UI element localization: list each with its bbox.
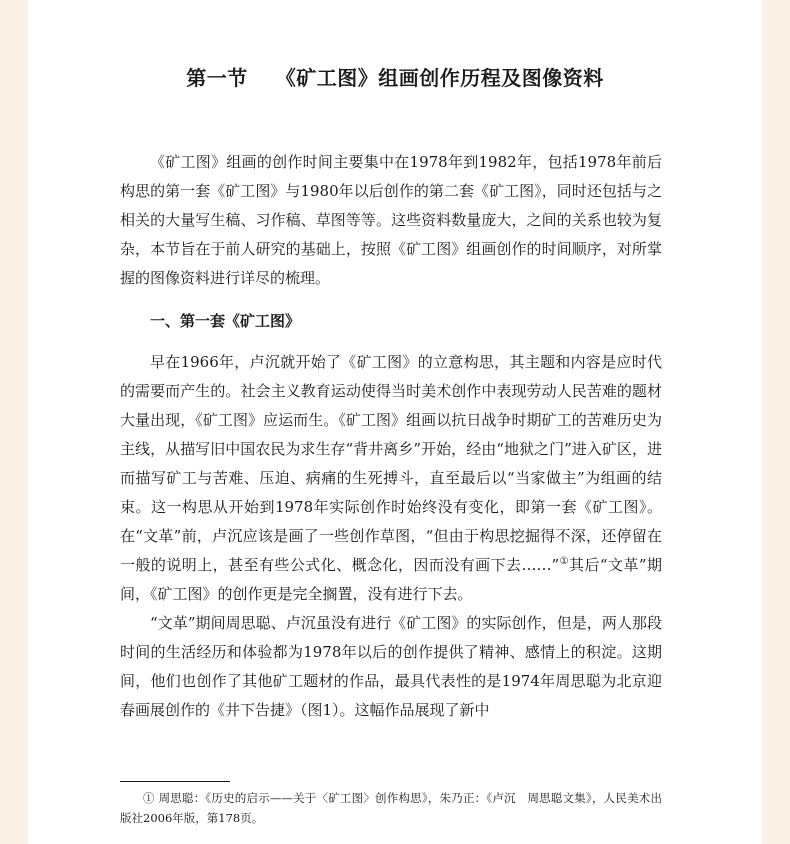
body-text (120, 148, 662, 725)
section-title-text: 《矿工图》组画创作历程及图像资料 (275, 66, 604, 90)
section-number: 第一节 (186, 66, 248, 90)
paragraph-1-text-a: 早在1966年，卢沉就开始了《矿工图》的立意构思，其主题和内容是应时代的需要而产生的。社会主义教育运动使得当时美术创作中表现劳动人民苦难的题材大量出现，《矿工图》应运而生。《矿工图》组画以抗日战争时期矿工的苦难历史为主线，从描写旧中国农民为求生存“背井离乡”开始，经由“地狱之门”进入矿区，进而描写矿工与苦难、压迫、病痛的生死搏斗，直至最后以“当家做主”为组画的结束。这一构思从开始到1978年实际创作时始终没有变化，即第一套《矿工图》。在“文革”前，卢沉应该是画了一些创作草图，“但由于构思挖掘得不深，还停留在一般的说明上，甚至有些公式化、概念化，因而没有画下去……” (120, 353, 662, 574)
footnote-divider (120, 781, 230, 782)
footnote: ① 周思聪：《历史的启示——关于〈矿工图〉创作构思》，朱乃正：《卢沉 周思聪文集》，人民美术出版社2006年版，第178页。 (120, 791, 662, 825)
page (28, 0, 762, 844)
intro-paragraph: 《矿工图》组画的创作时间主要集中在1978年到1982年，包括1978年前后构思的第一套《矿工图》与1980年以后创作的第二套《矿工图》，同时还包括与之相关的大量写生稿、习作稿、草图等等。这些资料数量庞大，之间的关系也较为复杂，本节旨在于前人研究的基础上，按照《矿工图》组画创作的时间顺序，对所掌握的图像资料进行详尽的梳理。 (120, 153, 662, 287)
subsection-heading: 一、第一套《矿工图》 (150, 312, 301, 330)
section-title (28, 62, 762, 91)
footnote-reference: ① (559, 556, 570, 567)
paragraph-1 (120, 348, 662, 609)
paragraph-2: “文革”期间周思聪、卢沉虽没有进行《矿工图》的实际创作，但是，两人那段时间的生活经历和体验都为1978年以后的创作提供了精神、感情上的积淀。这期间，他们也创作了其他矿工题材的作品，最具代表性的是1974年周思聪为北京迎春画展创作的《井下告捷》（图1）。这幅作品展现了新中 (120, 614, 662, 719)
paragraph-1-text-b: 其后“文革”期间，《矿工图》的创作更是完全搁置，没有进行下去。 (120, 556, 663, 603)
